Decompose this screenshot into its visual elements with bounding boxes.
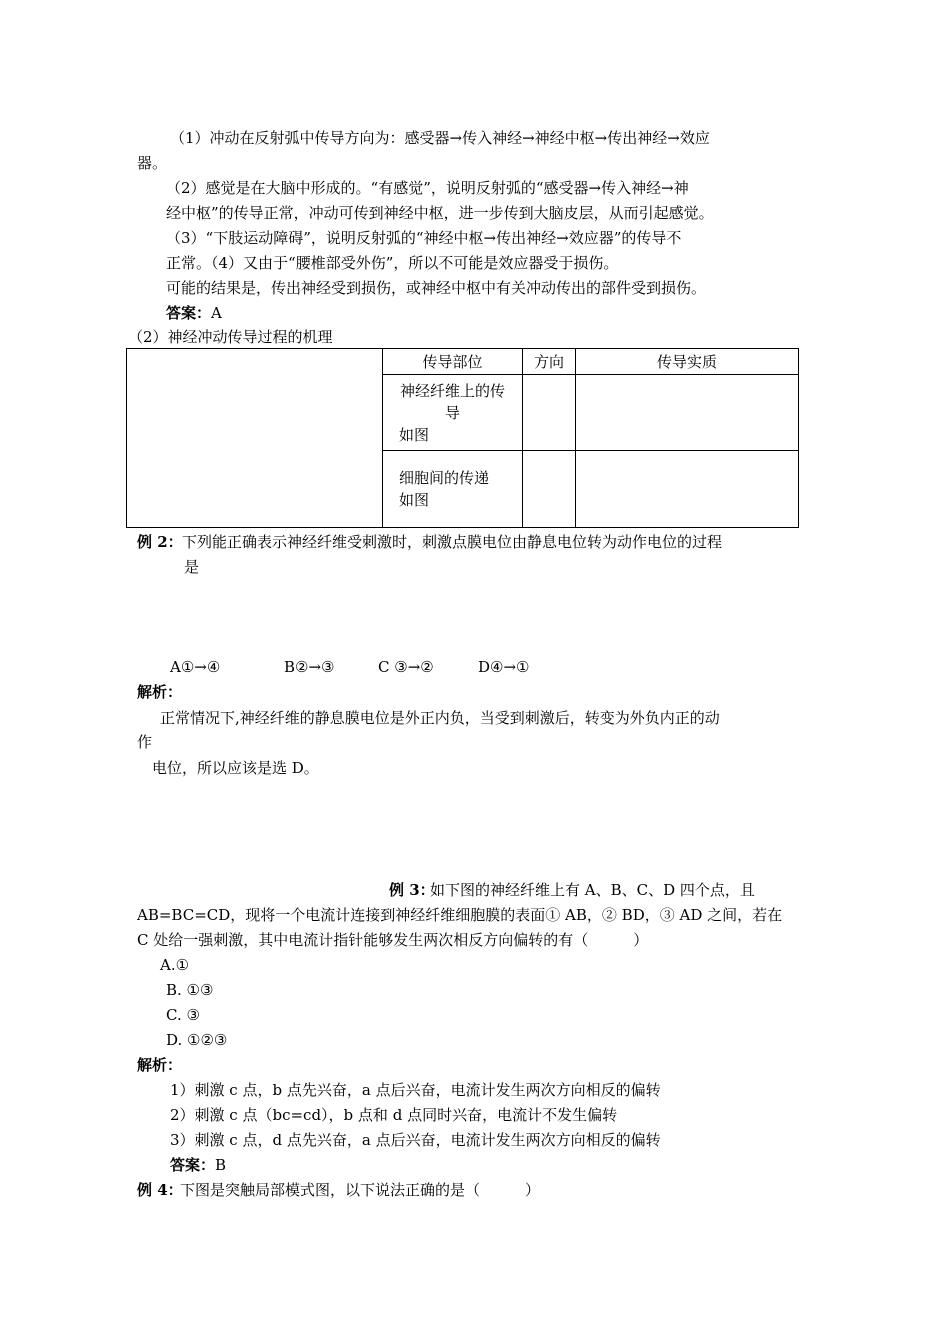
row-cell-site: [383, 451, 523, 528]
row-cell-direction: [523, 451, 576, 528]
para-2-line-1: （2）感觉是在大脑中形成的。“有感觉”，说明反射弧的“感受器→传入神经→神: [166, 179, 689, 197]
example-3-option-c: C. ③: [166, 1006, 200, 1024]
answer-value: A: [211, 304, 222, 322]
example-2-option-a: A①→④: [170, 658, 221, 676]
example-3-analysis-line-3: 3）刺激 c 点，d 点先兴奋，a 点后兴奋，电流计发生两次方向相反的偏转: [170, 1131, 661, 1149]
example-3-analysis-label: 解析：: [137, 1056, 183, 1074]
mechanism-table: [126, 348, 799, 528]
answer-3: [170, 1155, 226, 1175]
section-2-heading: （2）神经冲动传导过程的机理: [128, 328, 333, 346]
example-3-question-line-1: 如下图的神经纤维上有 A、B、C、D 四个点，且: [430, 881, 755, 899]
answer-label: 答案：: [170, 1156, 216, 1174]
example-3-question-line-2: AB=BC=CD，现将一个电流计连接到神经纤维细胞膜的表面① AB，② BD，③ AD 之间，若在: [137, 906, 783, 924]
row-cell-essence: [576, 451, 799, 528]
row-cell-line-2: 如图: [399, 491, 430, 509]
example-3-label: 例 3：: [389, 881, 435, 899]
example-4-question-line-1: 下图是突触局部模式图，以下说法正确的是（ ）: [180, 1181, 541, 1199]
figure-cell: [127, 349, 383, 528]
row-fiber-essence: [576, 375, 799, 451]
header-direction: 方向: [523, 349, 576, 375]
example-2-question-line-2: 是: [184, 558, 200, 576]
para-1-line-1: （1）冲动在反射弧中传导方向为：感受器→传入神经→神经中枢→传出神经→效应: [170, 129, 710, 147]
example-2-label: 例 2：: [137, 533, 183, 551]
example-2-analysis-label: 解析：: [137, 683, 183, 701]
example-2-analysis-line-1: 正常情况下,神经纤维的静息膜电位是外正内负，当受到刺激后，转变为外负内正的动: [160, 709, 720, 727]
row-fiber-line-2: 导: [444, 403, 460, 422]
para-4: 可能的结果是，传出神经受到损伤，或神经中枢中有关冲动传出的部件受到损伤。: [166, 279, 707, 297]
example-2-option-c: C ③→②: [378, 658, 434, 676]
answer-value: B: [215, 1156, 227, 1174]
example-3-option-a: A.①: [160, 956, 190, 974]
row-fiber-site: [383, 375, 523, 451]
example-2-option-b: B②→③: [284, 658, 335, 676]
para-3-line-2: 正常。（4）又由于“腰椎部受外伤”，所以不可能是效应器受于损伤。: [166, 254, 619, 272]
example-2-analysis-line-2: 作: [137, 733, 153, 751]
row-fiber-line-3: 如图: [399, 425, 430, 444]
row-fiber-line-1: 神经纤维上的传: [399, 381, 505, 400]
row-fiber-direction: [523, 375, 576, 451]
example-2-analysis-line-3: 电位，所以应该是选 D。: [152, 759, 319, 777]
para-2-line-2: 经中枢”的传导正常，冲动可传到神经中枢，进一步传到大脑皮层，从而引起感觉。: [166, 204, 714, 222]
example-2-option-d: D④→①: [478, 658, 530, 676]
example-3-option-b: B. ①③: [166, 981, 214, 999]
example-3-option-d: D. ①②③: [166, 1031, 228, 1049]
example-4-label: 例 4：: [137, 1181, 183, 1199]
example-2-question-line-1: 下列能正确表示神经纤维受刺激时，刺激点膜电位由静息电位转为动作电位的过程: [182, 533, 723, 551]
example-3-analysis-line-1: 1）刺激 c 点，b 点先兴奋，a 点后兴奋，电流计发生两次方向相反的偏转: [170, 1081, 661, 1099]
answer-label: 答案：: [166, 304, 212, 322]
para-3-line-1: （3）“下肢运动障碍”，说明反射弧的“神经中枢→传出神经→效应器”的传导不: [166, 229, 682, 247]
example-3-analysis-line-2: 2）刺激 c 点（bc=cd），b 点和 d 点同时兴奋，电流计不发生偏转: [170, 1106, 618, 1124]
example-3-question-line-3: C 处给一强刺激，其中电流计指针能够发生两次相反方向偏转的有（ ）: [137, 931, 649, 949]
header-essence: 传导实质: [576, 349, 799, 375]
header-site: 传导部位: [383, 349, 523, 375]
row-cell-line-1: 细胞间的传递: [399, 469, 490, 487]
para-1-line-2: 器。: [137, 154, 168, 172]
answer-1: [166, 303, 222, 323]
